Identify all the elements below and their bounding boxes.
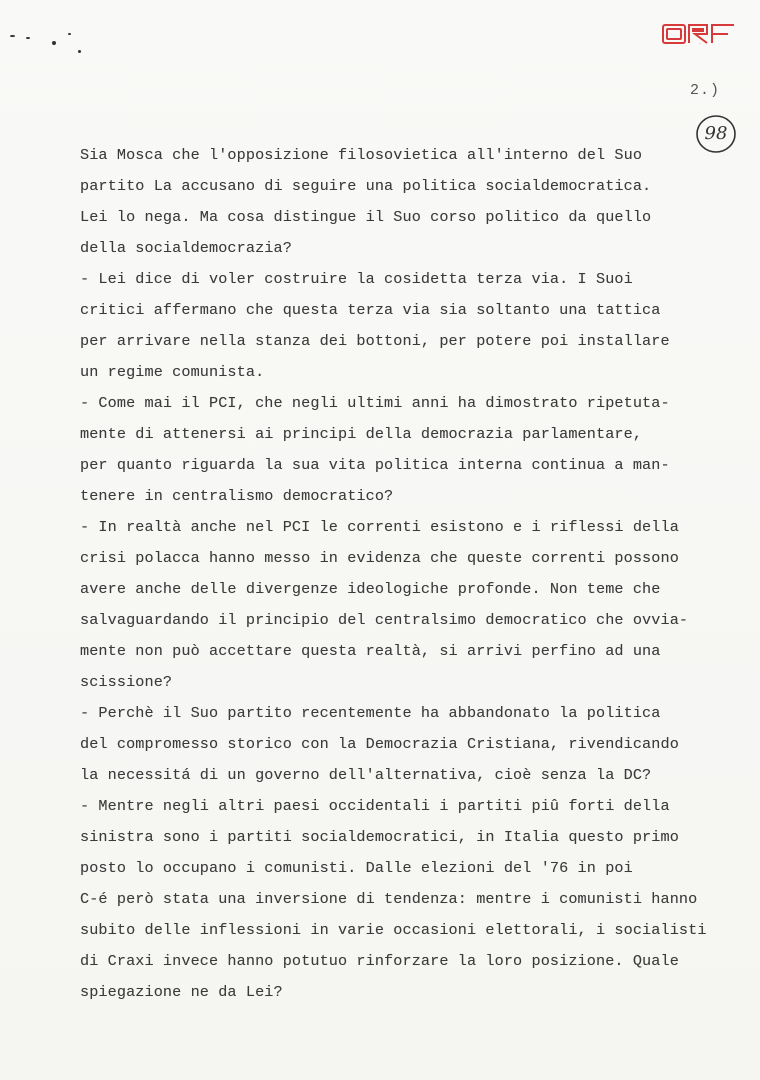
stamp-number: 98 bbox=[704, 123, 728, 144]
scan-speck bbox=[52, 41, 56, 45]
scan-speck bbox=[10, 35, 15, 37]
scan-speck bbox=[78, 50, 81, 53]
text-line: mente di attenersi ai principi della democrazia parlamentare, bbox=[80, 425, 643, 443]
text-line: - Lei dice di voler costruire la cosidetta terza via. I Suoi bbox=[80, 270, 633, 288]
text-line: partito La accusano di seguire una politica socialdemocratica. bbox=[80, 177, 652, 195]
text-line: sinistra sono i partiti socialdemocratici, in Italia questo primo bbox=[80, 828, 679, 846]
text-line: un regime comunista. bbox=[80, 363, 265, 381]
typewritten-text-body bbox=[80, 140, 740, 1008]
text-line: posto lo occupano i comunisti. Dalle elezioni del '76 in poi bbox=[80, 859, 633, 877]
text-line: - Mentre negli altri paesi occidentali i partiti piû forti della bbox=[80, 797, 670, 815]
text-line: per quanto riguarda la sua vita politica interna continua a man- bbox=[80, 456, 670, 474]
text-line: scissione? bbox=[80, 673, 173, 691]
text-line: del compromesso storico con la Democrazia Cristiana, rivendicando bbox=[80, 735, 679, 753]
text-line: di Craxi invece hanno potutuo rinforzare la loro posizione. Quale bbox=[80, 952, 679, 970]
text-line: la necessitá di un governo dell'alternativa, cioè senza la DC? bbox=[80, 766, 652, 784]
page-number: 2.) bbox=[690, 82, 721, 99]
text-line: Lei lo nega. Ma cosa distingue il Suo corso politico da quello bbox=[80, 208, 652, 226]
text-line: Sia Mosca che l'opposizione filosovietica all'interno del Suo bbox=[80, 146, 643, 164]
text-line: avere anche delle divergenze ideologiche profonde. Non teme che bbox=[80, 580, 661, 598]
text-line: tenere in centralismo democratico? bbox=[80, 487, 394, 505]
orf-logo bbox=[662, 23, 736, 45]
text-line: - In realtà anche nel PCI le correnti esistono e i riflessi della bbox=[80, 518, 679, 536]
text-line: - Perchè il Suo partito recentemente ha abbandonato la politica bbox=[80, 704, 661, 722]
scan-speck bbox=[68, 33, 71, 35]
text-line: per arrivare nella stanza dei bottoni, per potere poi installare bbox=[80, 332, 670, 350]
text-line: della socialdemocrazia? bbox=[80, 239, 292, 257]
text-line: crisi polacca hanno messo in evidenza che queste correnti possono bbox=[80, 549, 679, 567]
text-line: C-é però stata una inversione di tendenza: mentre i comunisti hanno bbox=[80, 890, 698, 908]
text-line: spiegazione ne da Lei? bbox=[80, 983, 283, 1001]
orf-logo-text: ORF bbox=[699, 44, 701, 45]
text-line: critici affermano che questa terza via sia soltanto una tattica bbox=[80, 301, 661, 319]
text-line: salvaguardando il principio del centralsimo democratico che ovvia- bbox=[80, 611, 689, 629]
text-line: subito delle inflessioni in varie occasioni elettorali, i socialisti bbox=[80, 921, 707, 939]
scan-speck bbox=[26, 37, 30, 39]
text-line: mente non può accettare questa realtà, si arrivi perfino ad una bbox=[80, 642, 661, 660]
text-line: - Come mai il PCI, che negli ultimi anni ha dimostrato ripetuta- bbox=[80, 394, 670, 412]
